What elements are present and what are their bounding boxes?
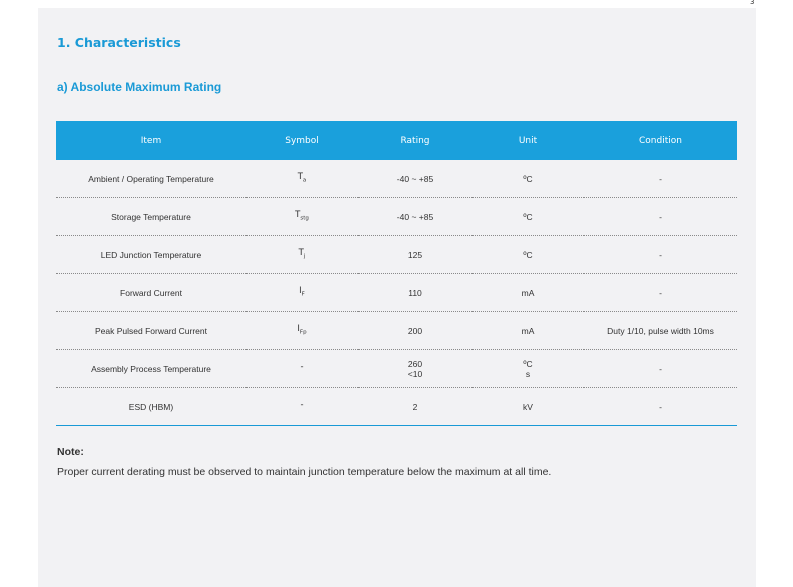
cell-rating (358, 236, 472, 274)
table-row (56, 312, 737, 350)
cell-unit (472, 160, 584, 198)
cell-unit (472, 274, 584, 312)
cell-item: Storage Temperature (111, 211, 191, 222)
cell-condition: - (659, 211, 662, 222)
subsection-title: a) Absolute Maximum Rating (57, 80, 222, 94)
cell-rating (358, 350, 472, 388)
cell-symbol-base: I (297, 324, 300, 335)
cell-item: Peak Pulsed Forward Current (95, 325, 207, 336)
cell-condition: - (659, 249, 662, 260)
cell-rating: 125 (407, 249, 423, 260)
cell-unit: ºC (523, 358, 533, 369)
cell-unit (472, 388, 584, 426)
cell-symbol-sub: j (303, 253, 306, 260)
cell-unit: ºC (523, 211, 533, 222)
cell-symbol (246, 236, 358, 274)
cell-item (56, 160, 246, 198)
table-row (56, 388, 737, 426)
cell-condition (584, 312, 737, 350)
table-row (56, 274, 737, 312)
cell-symbol-base: I (299, 286, 302, 297)
table-row (56, 160, 737, 198)
cell-condition: - (659, 363, 662, 374)
cell-item: Forward Current (120, 287, 182, 298)
cell-rating: 2 (412, 401, 418, 412)
cell-unit (472, 236, 584, 274)
cell-symbol-sub: a (302, 177, 307, 184)
page-number: 3 (750, 0, 755, 6)
cell-rating: 200 (407, 325, 423, 336)
header-condition: Condition (584, 121, 737, 160)
cell-condition (584, 274, 737, 312)
cell-unit: mA (521, 287, 535, 298)
cell-symbol-sub: stg (300, 215, 309, 222)
header-rating: Rating (358, 121, 472, 160)
cell-symbol (246, 160, 358, 198)
cell-condition (584, 350, 737, 388)
cell-unit (472, 198, 584, 236)
cell-item: Ambient / Operating Temperature (88, 173, 214, 184)
cell-symbol-sub: Fp (299, 329, 307, 336)
cell-rating: -40 ~ +85 (396, 173, 434, 184)
cell-rating: 260 (407, 358, 423, 369)
table-row (56, 198, 737, 236)
cell-rating: 110 (408, 287, 422, 298)
cell-symbol-base: T (298, 248, 304, 259)
cell-symbol-base: T (297, 172, 303, 183)
cell-item (56, 236, 246, 274)
cell-item (56, 388, 246, 426)
cell-rating (358, 312, 472, 350)
note-text: Proper current derating must be observed to maintain junction temperature below the maximum at all time. (57, 466, 552, 478)
cell-unit: ºC (523, 173, 533, 184)
cell-rating2: <10 (407, 368, 423, 379)
cell-symbol (246, 274, 358, 312)
cell-symbol-sub: F (301, 291, 305, 298)
cell-condition: - (659, 401, 662, 412)
cell-rating: -40 ~ +85 (396, 211, 434, 222)
section-title: 1. Characteristics (57, 35, 181, 50)
cell-unit: mA (521, 325, 535, 336)
header-unit: Unit (472, 121, 584, 160)
cell-unit (472, 350, 584, 388)
cell-item: ESD (HBM) (128, 401, 174, 412)
cell-symbol-base: T (295, 210, 301, 221)
cell-condition (584, 388, 737, 426)
cell-unit: kV (523, 401, 533, 412)
cell-item (56, 350, 246, 388)
table-row (56, 236, 737, 274)
cell-symbol (246, 388, 358, 426)
absolute-maximum-rating-table (56, 121, 737, 426)
note-label: Note: (57, 446, 84, 458)
cell-item (56, 274, 246, 312)
cell-symbol-base: - (300, 362, 304, 373)
cell-rating (358, 388, 472, 426)
cell-rating (358, 274, 472, 312)
cell-item (56, 198, 246, 236)
cell-item (56, 312, 246, 350)
cell-item: Assembly Process Temperature (91, 363, 211, 374)
cell-rating (358, 160, 472, 198)
cell-condition: - (659, 287, 662, 298)
table-row (56, 350, 737, 388)
header-symbol: Symbol (246, 121, 358, 160)
cell-condition (584, 198, 737, 236)
cell-condition: - (659, 173, 662, 184)
document-sheet (38, 8, 756, 587)
cell-unit (472, 312, 584, 350)
cell-symbol (246, 350, 358, 388)
cell-symbol (246, 198, 358, 236)
table-header-row (56, 121, 737, 160)
cell-condition (584, 236, 737, 274)
cell-condition: Duty 1/10, pulse width 10ms (607, 325, 714, 336)
cell-condition (584, 160, 737, 198)
cell-symbol-base: - (300, 400, 304, 411)
cell-unit2: s (525, 368, 531, 379)
cell-rating (358, 198, 472, 236)
cell-item: LED Junction Temperature (100, 249, 202, 260)
header-item: Item (56, 121, 246, 160)
cell-unit: ºC (523, 249, 533, 260)
cell-symbol (246, 312, 358, 350)
